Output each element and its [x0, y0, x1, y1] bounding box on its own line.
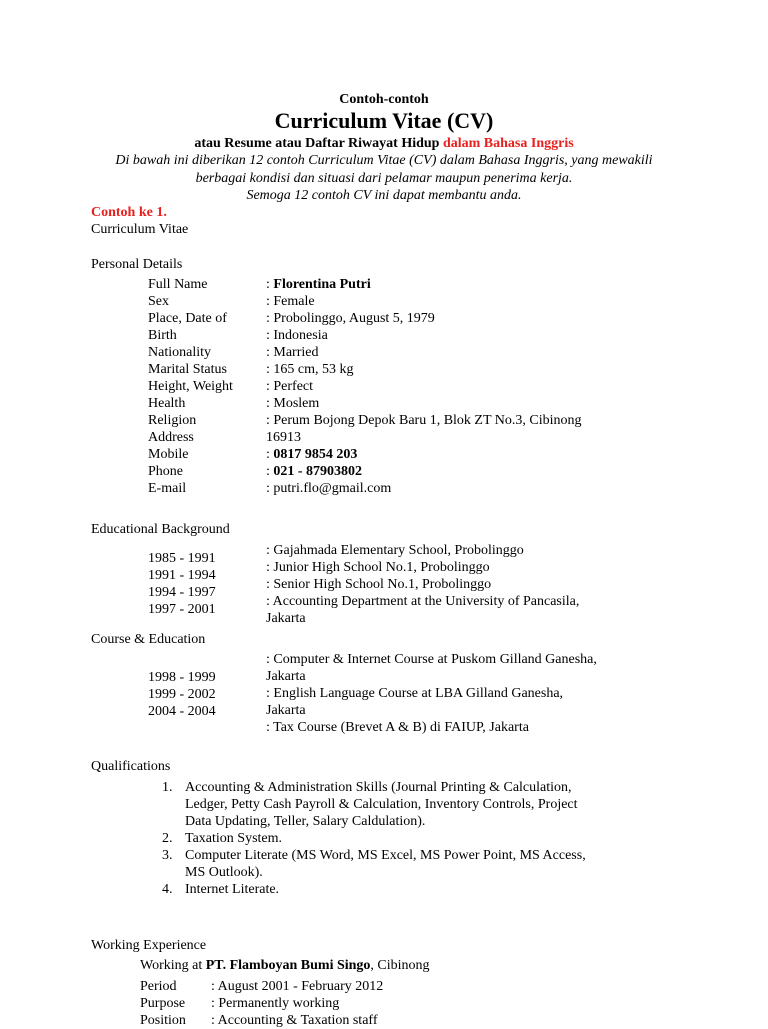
value-religion: : Moslem	[266, 396, 320, 411]
label-phone: Phone	[148, 464, 183, 479]
courses-heading: Course & Education	[91, 632, 206, 647]
courses-lines: : Computer & Internet Course at Puskom Gilland Ganesha, Jakarta : English Language Course at LBA Gilland Ganesha, Jakarta : Tax Course (Brevet A & B) di FAIUP, Jakarta	[266, 652, 597, 735]
value-marital: : Married	[266, 345, 319, 360]
label-mobile: Mobile	[148, 447, 189, 462]
courses-years: 1998 - 1999 1999 - 2002 2004 - 2004	[148, 670, 216, 719]
label-full-name: Full Name	[148, 277, 208, 292]
value-sex: : Female	[266, 294, 315, 309]
work-labels: Period Purpose Position	[140, 979, 186, 1028]
example-label: Contoh ke 1.	[91, 205, 167, 220]
label-place-date: Place, Date of	[148, 311, 227, 326]
list-item: Taxation System.	[185, 831, 283, 846]
qualifications-list: Accounting & Administration Skills (Journal Printing & Calculation, Ledger, Petty Cash Payroll & Calculation, Inventory Controls, Project Data Updating, Teller, Salary Caldulation). Taxation System. Computer Literate (MS Word, MS Excel, MS Power Point, MS Access, MS Outlook). Internet Literate.	[185, 780, 586, 897]
label-health: Health	[148, 396, 186, 411]
value-nationality: : Indonesia	[266, 328, 328, 343]
qualifications-numbers: 1. 2. 3. 4.	[162, 780, 173, 897]
label-nationality: Nationality	[148, 345, 211, 360]
value-place-date: : Probolinggo, August 5, 1979	[266, 311, 435, 326]
working-at: Working at PT. Flamboyan Bumi Singo, Cibinong	[140, 958, 430, 973]
personal-labels	[148, 276, 233, 497]
work-values: : August 2001 - February 2012 : Permanently working : Accounting & Taxation staff	[211, 979, 384, 1028]
value-full-name: : Florentina Putri	[266, 277, 371, 292]
label-height-weight: Height, Weight	[148, 379, 233, 394]
value-email: : putri.flo@gmail.com	[266, 481, 392, 496]
intro-line-1: Di bawah ini diberikan 12 contoh Curriculum Vitae (CV) dalam Bahasa Inggris, yang mewakili	[115, 153, 653, 168]
value-mobile: : 0817 9854 203	[266, 447, 358, 462]
value-address-cont: 16913	[266, 430, 301, 445]
label-address: Address	[148, 430, 194, 445]
label-marital: Marital Status	[148, 362, 227, 377]
list-item: Accounting & Administration Skills (Journal Printing & Calculation,	[185, 780, 572, 795]
value-phone: : 021 - 87903802	[266, 464, 363, 479]
qualifications-heading: Qualifications	[91, 759, 171, 774]
education-years: 1985 - 1991 1991 - 1994 1994 - 1997 1997 - 2001	[148, 551, 216, 617]
label-email: E-mail	[148, 481, 187, 496]
list-item: Computer Literate (MS Word, MS Excel, MS Power Point, MS Access,	[185, 848, 586, 863]
personal-heading: Personal Details	[91, 257, 183, 272]
intro-line-3: Semoga 12 contoh CV ini dapat membantu anda.	[246, 188, 522, 203]
value-health: : Perfect	[266, 379, 314, 394]
intro-line-2: berbagai kondisi dan situasi dari pelamar maupun penerima kerja.	[195, 171, 573, 186]
education-lines: : Gajahmada Elementary School, Probolinggo : Junior High School No.1, Probolinggo : Senior High School No.1, Probolinggo : Accounting Department at the University of Pancasila, Jakarta	[266, 543, 580, 626]
page-title: Curriculum Vitae (CV)	[274, 108, 494, 133]
pretitle: Contoh-contoh	[339, 92, 429, 107]
list-item: Internet Literate.	[185, 882, 280, 897]
subtitle-black: atau Resume atau Daftar Riwayat Hidup	[194, 136, 440, 151]
label-sex: Sex	[148, 294, 169, 309]
subtitle-red: dalam Bahasa Inggris	[442, 136, 574, 151]
value-height-weight: : 165 cm, 53 kg	[266, 362, 354, 377]
value-address: : Perum Bojong Depok Baru 1, Blok ZT No.3, Cibinong	[266, 413, 582, 428]
label-birth: Birth	[148, 328, 177, 343]
education-heading: Educational Background	[91, 522, 230, 537]
company-name: PT. Flamboyan Bumi Singo	[205, 958, 371, 973]
cv-title: Curriculum Vitae	[91, 222, 189, 237]
label-religion: Religion	[148, 413, 197, 428]
subtitle	[0, 135, 768, 152]
personal-values	[266, 276, 582, 497]
work-heading: Working Experience	[91, 938, 207, 953]
